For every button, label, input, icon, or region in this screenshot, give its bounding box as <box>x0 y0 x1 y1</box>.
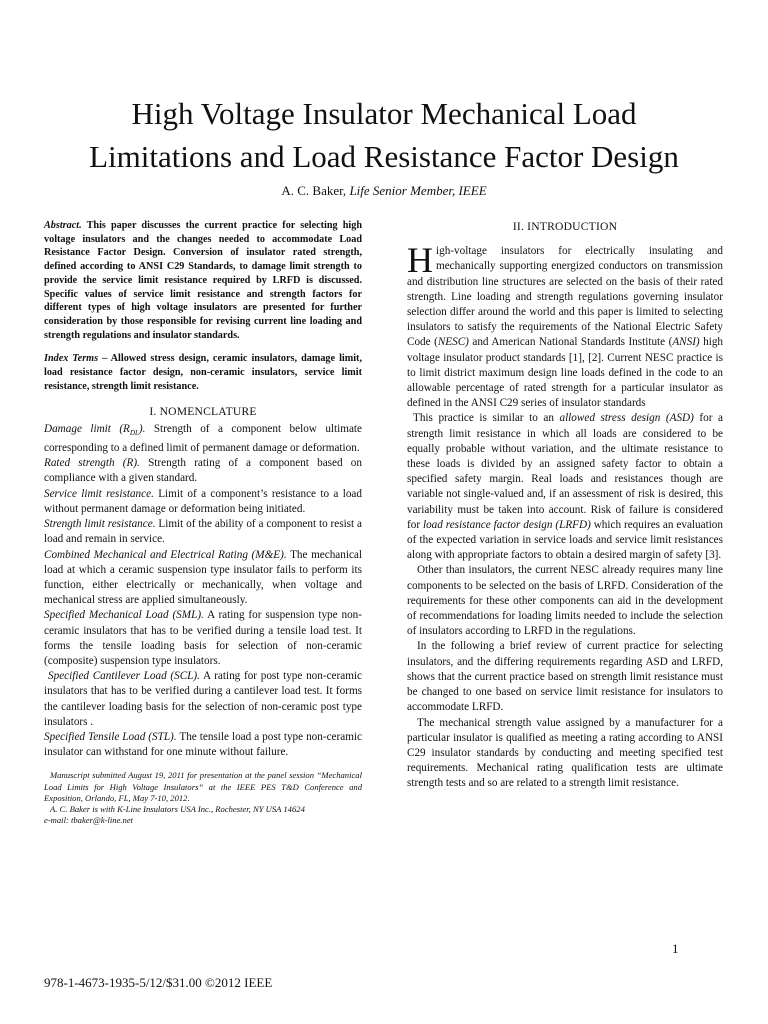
drop-cap: H <box>407 240 433 281</box>
copyright-line: 978-1-4673-1935-5/12/$31.00 ©2012 IEEE <box>44 975 273 990</box>
nomenclature-item-sml: Specified Mechanical Load (SML). A rating for suspension type non-ceramic insulators that has to be verified during a tensile load test. It forms the tensile loading basis for selection of non-ceramic (composite) suspension type insulators. <box>44 609 362 667</box>
intro-paragraph-4: In the following a brief review of current practice for selecting insulators, and the differing requirements regarding ASD and LRFD, shows that the current practice based on strength limit resistance must be changed to one based on service limit resistance for insulators to accommodate LRFD. <box>407 640 723 714</box>
right-column <box>407 219 723 792</box>
nomenclature-item-service-limit: Service limit resistance. Limit of a component’s resistance to a load without permanent damage or deformation being initiated. <box>44 487 362 515</box>
page-number: 1 <box>672 941 679 956</box>
index-terms-lead: Index Terms <box>44 353 99 365</box>
footnote-manuscript: Manuscript submitted August 19, 2011 for presentation at the panel session “Mechanical Load Limits for High Voltage Insulators” at the IEEE PES T&D Conference and Exposition, Orlando, FL, May 7-10, 2012. <box>44 770 362 803</box>
paper-title <box>40 92 728 178</box>
left-column <box>44 219 362 826</box>
footnote-affiliation: A. C. Baker is with K-Line Insulators USA Inc., Rochester, NY USA 14624 <box>50 803 305 814</box>
nomenclature-item-stl: Specified Tensile Load (STL). The tensile load a post type non-ceramic insulator can withstand for one minute without failure. <box>44 730 362 759</box>
intro-paragraph-5: The mechanical strength value assigned by a manufacturer for a particular insulator is qualified as meeting a rating according to ANSI C29 insulator standards by conducting and meeting specified test requirements. Mechanical rating qualification tests are ultimate strength tests and so are related to a strength limit resistance. <box>407 716 723 790</box>
nomenclature-item-damage-limit: Damage limit $(R_{DL})$. Strength of a component below ultimate corresponding to a defined limit of permanent damage or deformation. <box>44 422 362 455</box>
abstract-lead: Abstract. <box>44 220 82 231</box>
intro-paragraph-1: High-voltage insulators for electrically insulating and mechanically supporting energized conductors on transmission and distribution line structures are selected on the basis of their rated strength. Line loading and strength regulations governing insulator selection differ around the world and this paper is limited to selecting insulators to satisfy the requirements of the National Electric Safety Code (NESC) and American National Standards Institute (ANSI) high voltage insulator product standards [1], [2]. Current NESC practice is to limit district maximum design line loads defined in the code to an allowable percentage of rated strength for a particular insulator as defined in the ANSI C29 series of insulator standards <box>407 240 724 410</box>
introduction-heading: II. INTRODUCTION <box>512 220 618 233</box>
index-terms-body: – Allowed stress design, ceramic insulators, damage limit, load resistance factor design, non-ceramic insulators, service limit resistance, strength limit resistance. <box>44 353 362 392</box>
nomenclature-item-me-rating: Combined Mechanical and Electrical Rating (M&E). The mechanical load at which a ceramic suspension type insulator fails to perform its function, either electrically or mechanically, when voltage and mechanical stress are applied simultaneously. <box>44 548 363 607</box>
nomenclature-item-scl: Specified Cantilever Load (SCL). A rating for post type non-ceramic insulators that has to be verified during a cantilever load test. It forms the cantilever loading basis for the selection of non-ceramic post type insulators . <box>44 670 362 728</box>
author-name: A. C. Baker, <box>281 183 350 198</box>
abstract <box>44 219 362 342</box>
nomenclature-item-rated-strength: Rated strength (R). Strength rating of a component based on compliance with a given standard. <box>44 457 362 485</box>
abstract-body: This paper discusses the current practice for selecting high voltage insulators and the changes needed to accommodate Load Resistance Factor Design. Conversion of insulator rated strength, defined according to ANSI C29 Standards, to damage limit strength to provide the service limit resistance required by LRFD is discussed. Specific values of service limit resistance and strength factors for different types of high voltage insulators are presented for further consideration by those responsible for revising current line loading and strength regulations and insulator standards. <box>44 220 362 341</box>
intro-paragraph-2: This practice is similar to an allowed stress design (ASD) for a strength limit resistance in which all loads are considered to be equally probable without variation, and the ultimate resistance to these loads is divided by an assigned safety factor to obtain a specified safety margin. Real loads and resistances though are variable not single-valued and, if an assessment of risk is desired, this variability must be taken into account. Risk of failure is considered for load resistance factor design (LRFD) which requires an evaluation of the expected variation in service loads and service limit resistances along with appropriate factors to obtain a desired margin of safety [3]. <box>407 412 724 562</box>
nomenclature-heading: I. NOMENCLATURE <box>149 405 257 419</box>
intro-paragraph-3: Other than insulators, the current NESC already requires many line components to be selected on the basis of LRFD. Consideration of the requirements for these other components can aid in the development of recommendations for loading limits needed to include the selection of insulators according to LRFD in the regulations. <box>407 564 723 638</box>
author-line <box>40 183 728 199</box>
footnote-email: e-mail: tbaker@k-line.net <box>44 815 134 826</box>
title-line-1: High Voltage Insulator Mechanical Load <box>131 96 637 131</box>
author-role: Life Senior Member, IEEE <box>349 183 487 198</box>
index-terms <box>44 352 362 393</box>
title-line-2: Limitations and Load Resistance Factor Design <box>89 139 679 174</box>
nomenclature-item-strength-limit: Strength limit resistance. Limit of the ability of a component to resist a load and remain in service. <box>44 518 362 546</box>
